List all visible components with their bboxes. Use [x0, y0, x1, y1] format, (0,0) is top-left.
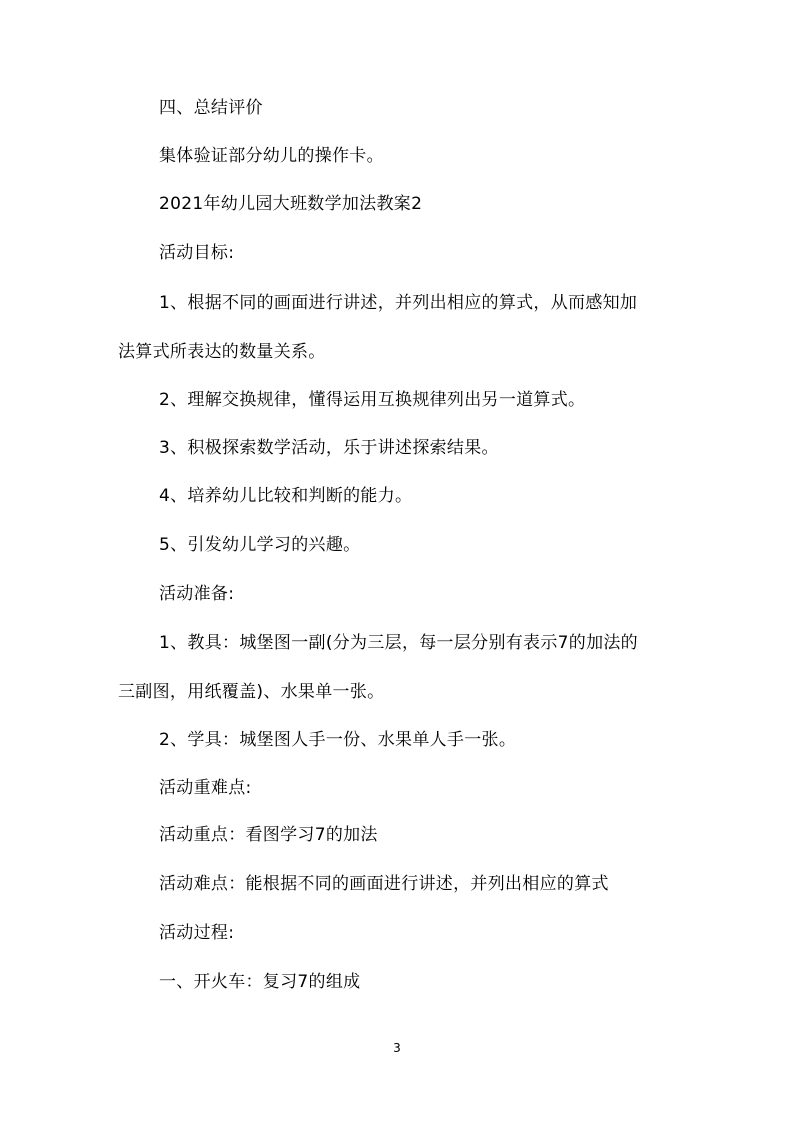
difficult-point: 活动难点：能根据不同的画面进行讲述，并列出相应的算式	[159, 874, 609, 894]
goal-4: 4、培养幼儿比较和判断的能力。	[159, 486, 413, 506]
goal-5: 5、引发幼儿学习的兴趣。	[159, 535, 361, 555]
heading-preparation: 活动准备:	[159, 584, 235, 604]
page-number: 3	[393, 1041, 401, 1055]
goal-1-line-2: 法算式所表达的数量关系。	[118, 342, 326, 362]
process-step-1: 一、开火车：复习7的组成	[159, 972, 361, 992]
heading-activity-goals: 活动目标:	[159, 243, 235, 263]
preparation-2: 2、学具：城堡图人手一份、水果单人手一张。	[159, 730, 517, 750]
heading-process: 活动过程:	[159, 923, 235, 943]
paragraph-verification: 集体验证部分幼儿的操作卡。	[159, 146, 384, 166]
goal-2: 2、理解交换规律，懂得运用互换规律列出另一道算式。	[159, 390, 586, 410]
heading-key-points: 活动重难点:	[159, 778, 252, 798]
key-point: 活动重点：看图学习7的加法	[159, 825, 378, 845]
goal-1-line-1: 1、根据不同的画面进行讲述，并列出相应的算式，从而感知加	[159, 293, 638, 313]
preparation-1-line-2: 三副图，用纸覆盖)、水果单一张。	[118, 682, 385, 702]
goal-3: 3、积极探索数学活动，乐于讲述探索结果。	[159, 438, 499, 458]
preparation-1-line-1: 1、教具：城堡图一副(分为三层，每一层分别有表示7的加法的	[159, 633, 638, 653]
section-heading-summary: 四、总结评价	[159, 98, 263, 118]
lesson-plan-title: 2021年幼儿园大班数学加法教案2	[159, 194, 423, 214]
